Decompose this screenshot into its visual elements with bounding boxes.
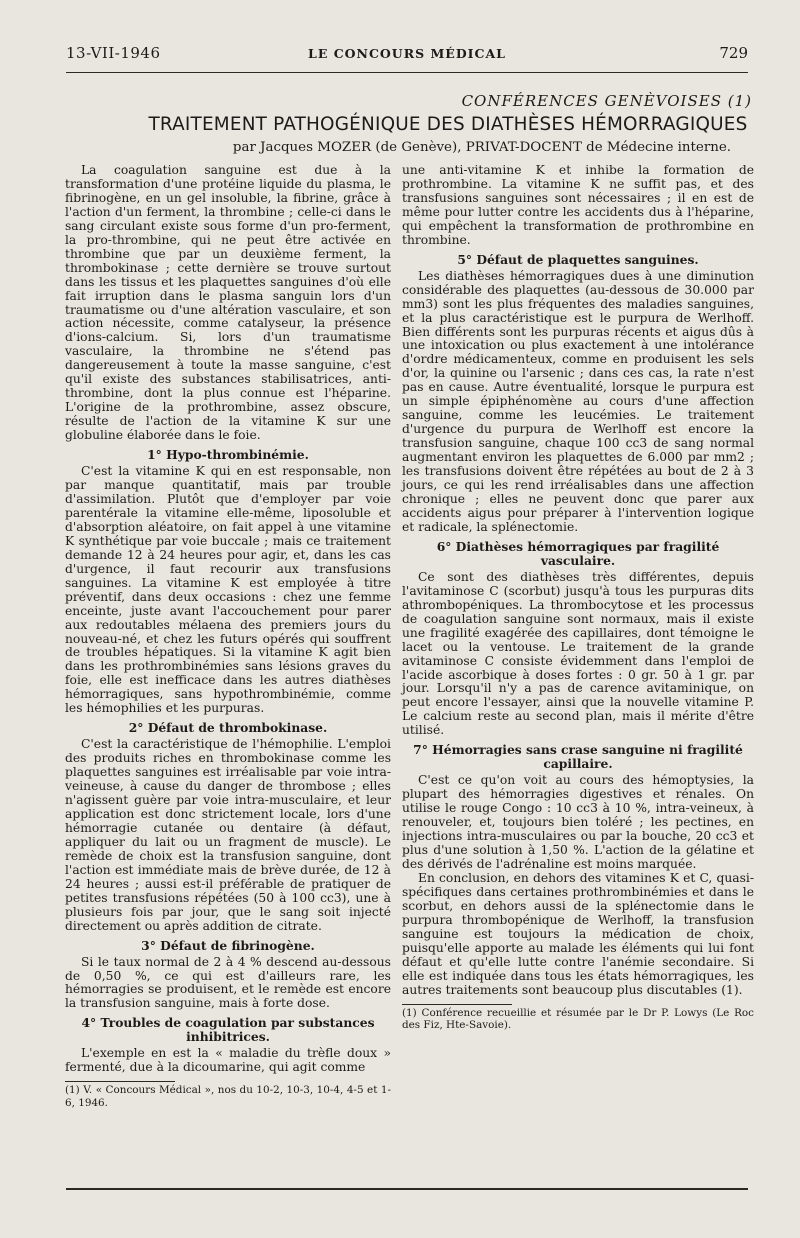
running-header [66,44,748,70]
footnote-rule [402,1004,512,1005]
section-3-text: Si le taux normal de 2 à 4 % descend au-dessous de 0,50 %, ce qui est d'ailleurs rare, les hémorragies se produisent, et le remède est encore la transfusion sanguine, mais à forte dose. [65,954,391,1011]
intro-paragraph: La coagulation sanguine est due à la transformation d'une protéine liquide du plasma, le fibrinogène, en un gel insoluble, la fibrine, grâce à l'action d'un ferment, la thrombine ; celle-ci dans le sang circulant existe sous forme d'un pro-ferment, la pro-thrombine, qui ne peut être activée en thrombine que par un deuxième ferment, la thrombokinase ; cette dernière se trouve surtout dans les tissus et les plaquettes sanguines d'où elle fait irruption dans le plasma sanguin lors d'un traumatisme ou d'une altération vasculaire, et son action nécessite, comme catalyseur, la présence d'ions-calcium. Si, lors d'un traumatisme vasculaire, la thrombine ne s'étend pas dangereusement à toute la masse sanguine, c'est qu'il existe des substances stabilisatrices, anti-thrombine, dont la plus connue est l'héparine. L'origine de la prothrombine, assez obscure, résulte de l'action de la vitamine K sur une globuline élaborée dans le foie. [65,163,391,443]
journal-name: LE CONCOURS MÉDICAL [308,46,506,61]
section-6-text: Ce sont des diathèses très différentes, depuis l'avitaminose C (scorbut) jusqu'à tous les purpuras dits athrombopéniques. La thrombocytose et les processus de coagulation sanguine sont normaux, mais il existe une fragilité exagérée des capillaires, dont témoigne le lacet ou la ventouse. Le traitement de la grande avitaminose C consiste évidemment dans l'emploi de l'acide ascorbique à doses fortes : 0 gr. 50 à 1 gr. par jour. Lorsqu'il n'y a pas de carence avitaminique, on peut encore l'essayer, ainsi que la nouvelle vitamine P. Le calcium reste au second plan, mais il mérite d'être utilisé. [402,569,754,738]
page-number: 729 [719,44,748,62]
section-2-text: C'est la caractéristique de l'hémophilie. L'emploi des produits riches en thrombokinase comme les plaquettes sanguines est irréalisable par voie intra-veineuse, à cause du danger de thrombose ; elles n'agissent guère par voie intra-musculaire, et leur application est donc strictement locale, lors d'une hémorragie cutanée ou dentaire (à défaut, appliquer du lait ou un fragment de muscle). Le remède de choix est la transfusion sanguine, dont l'action est immédiate mais de brève durée, de 12 à 24 heures ; aussi est-il préférable de pratiquer de petites transfusions répétées (50 à 100 cc3), une à plusieurs fois par jour, que le sang soit injecté directement ou après addition de citrate. [65,737,391,933]
section-4-heading: 4° Troubles de coagulation par substances inhibitrices. [81,1015,375,1045]
continued-paragraph: une anti-vitamine K et inhibe la formation de prothrombine. La vitamine K ne suffit pas, et des transfusions sanguines sont nécessaires ; il en est de même pour lutter contre les accidents dus à l'héparine, qui empêchent la transformation de prothrombine en thrombine. [402,163,754,247]
section-7-heading: 7° Hémorragies sans crase sanguine ni fragilité capillaire. [413,742,743,772]
section-1-text: C'est la vitamine K qui en est responsable, non par manque quantitatif, mais par trouble d'assimilation. Plutôt que d'employer par voie parentérale la vitamine elle-même, liposoluble et d'absorption aléatoire, on fait appel à une vitamine K synthétique par voie buccale ; mais ce traitement demande 12 à 24 heures pour agir, et, dans les cas d'urgence, il faut recourir aux transfusions sanguines. La vitamine K est employée à titre préventif, dans deux occasions : chez une femme enceinte, juste avant l'accouchement pour parer aux redoutables mélaena des premiers jours du nouveau-né, et chez les futurs opérés qui souffrent de troubles hépatiques. Si la vitamine K agit bien dans les prothrombinémies sans lésions graves du foie, elle est inefficace dans les autres diathèses hémorragiques, sans hypothrombinémie, comme les hémophilies et les purpuras. [65,464,391,716]
section-5-heading: 5° Défaut de plaquettes sanguines. [457,251,699,267]
article-title: TRAITEMENT PATHOGÉNIQUE DES DIATHÈSES HÉMORRAGIQUES [148,114,748,135]
series-title: CONFÉRENCES GENÈVOISES (1) [461,92,752,110]
section-6-heading: 6° Diathèses hémorragiques par fragilité vasculaire. [436,538,720,568]
section-7-text: C'est ce qu'on voit au cours des hémoptysies, la plupart des hémorragies digestives et rénales. On utilise le rouge Congo : 10 cc3 à 10 %, intra-veineux, à renouveler, et, toujours bien toléré ; les pectines, en injections intra-musculaires ou par la bouche, 20 cc3 et plus d'une solution à 1,50 %. L'action de la gélatine et des dérivés de l'adrénaline est moins marquée. [402,773,754,871]
right-footnote: (1) Conférence recueillie et résumée par le Dr P. Lowys (Le Roc des Fiz, Hte-Savoie). [402,1006,754,1032]
right-column [402,164,754,1032]
section-5-text: Les diathèses hémorragiques dues à une diminution considérable des plaquettes (au-dessous de 30.000 par mm3) sont les plus fréquentes des maladies sanguines, et la plus caractéristique est le purpura de Werlhoff. Bien différents sont les purpuras récents et aigus dûs à une intoxication ou plus exactement à une intolérance d'ordre médicamenteux, comme en produisent les sels d'or, la quinine ou l'arsenic ; dans ces cas, la rate n'est pas en cause. Autre éventualité, lorsque le purpura est un simple épiphénomène au cours d'une affection sanguine, comme les leucémies. Le traitement d'urgence du purpura de Werlhoff est encore la transfusion sanguine, chaque 100 cc3 de sang normal augmentant environ les plaquettes de 6.000 par mm2 ; les transfusions doivent être répétées au bout de 2 à 3 jours, ce qui les rend irréalisables dans une affection chronique ; elles ne peuvent donc que parer aux accidents aigus pour préparer à l'intervention logique et radicale, la splénectomie. [402,268,754,534]
left-footnote: (1) V. « Concours Médical », nos du 10-2, 10-3, 10-4, 4-5 et 1-6, 1946. [65,1084,391,1109]
section-4-text: L'exemple en est la « maladie du trèfle doux » fermenté, due à la dicoumarine, qui agit comme [65,1046,391,1075]
section-1-heading: 1° Hypo-thrombinémie. [147,447,309,463]
left-column [65,164,391,1109]
section-2-heading: 2° Défaut de thrombokinase. [128,720,328,736]
issue-date: 13-VII-1946 [66,44,161,62]
section-3-heading: 3° Défaut de fibrinogène. [141,937,315,953]
bottom-rule [66,1188,748,1190]
header-rule [66,72,748,73]
byline: par Jacques MOZER (de Genève), PRIVAT-DOCENT de Médecine interne. [232,140,732,155]
conclusion-paragraph: En conclusion, en dehors des vitamines K et C, quasi-spécifiques dans certaines prothrombinémies et dans le scorbut, en dehors aussi de la splénectomie dans le purpura thrombopénique de Werlhoff, la transfusion sanguine est toujours la médication de choix, puisqu'elle apporte au malade les éléments qui lui font défaut et qu'elle lutte contre l'anémie secondaire. Si elle est indiquée dans tous les états hémorragiques, les autres traitements sont beaucoup plus discutables (1). [402,870,754,997]
footnote-rule [65,1081,175,1082]
